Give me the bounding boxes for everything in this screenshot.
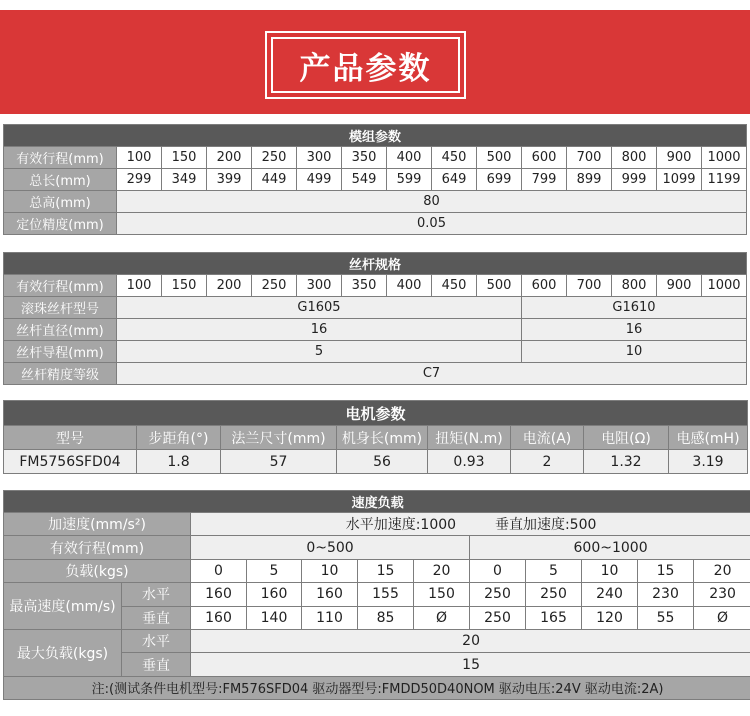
column-header: 扭矩(N.m) — [428, 426, 511, 450]
table-cell: 349 — [162, 169, 207, 191]
table-cell: 250 — [526, 583, 582, 606]
table-cell: 899 — [567, 169, 612, 191]
row-label: 总高(mm) — [4, 191, 117, 213]
v-accel: 垂直加速度:500 — [494, 517, 597, 534]
h-accel: 水平加速度:1000 — [345, 517, 457, 534]
table-cell: 5 — [526, 559, 582, 582]
table-cell: 900 — [657, 147, 702, 169]
column-header: 机身长(mm) — [337, 426, 428, 450]
table-cell: 160 — [191, 606, 247, 629]
table-row — [4, 319, 747, 341]
table-cell: 1.8 — [137, 450, 221, 474]
table-cell: 150 — [414, 583, 470, 606]
table-cell: 250 — [252, 275, 297, 297]
table-row — [4, 275, 747, 297]
motor-params-table — [3, 400, 748, 474]
table-cell: 1000 — [702, 147, 747, 169]
table-cell: 500 — [477, 147, 522, 169]
row-label: 最高速度(mm/s) — [4, 583, 122, 630]
table-cell: Ø — [414, 606, 470, 629]
table-cell: 10 — [302, 559, 358, 582]
section-header: 速度负载 — [4, 491, 750, 513]
table-cell: 3.19 — [669, 450, 748, 474]
table-row — [4, 583, 750, 606]
table-row — [4, 341, 747, 363]
table-cell: 700 — [567, 147, 612, 169]
row-label: 有效行程(mm) — [4, 536, 191, 559]
table-cell: 16 — [522, 319, 747, 341]
table-cell: 350 — [342, 147, 387, 169]
table-row — [4, 629, 750, 652]
table-cell: 800 — [612, 275, 657, 297]
table-cell: 100 — [117, 147, 162, 169]
table-cell: 499 — [297, 169, 342, 191]
table-cell: 450 — [432, 275, 477, 297]
table-cell: 150 — [162, 275, 207, 297]
table-cell: 600~1000 — [470, 536, 750, 559]
row-label: 丝杆直径(mm) — [4, 319, 117, 341]
table-cell: 800 — [612, 147, 657, 169]
test-condition-note: 注:(测试条件电机型号:FM576SFD04 驱动器型号:FMDD50D40NOM 驱动电压:24V 驱动电流:2A) — [4, 676, 750, 699]
row-label: 有效行程(mm) — [4, 275, 117, 297]
table-cell: 549 — [342, 169, 387, 191]
table-row — [4, 363, 747, 385]
table-cell: 299 — [117, 169, 162, 191]
column-header: 法兰尺寸(mm) — [221, 426, 337, 450]
table-cell: 20 — [694, 559, 750, 582]
table-cell: 160 — [302, 583, 358, 606]
section-header: 模组参数 — [4, 125, 747, 147]
table-cell: 1000 — [702, 275, 747, 297]
table-cell: FM5756SFD04 — [4, 450, 137, 474]
row-label: 负载(kgs) — [4, 559, 191, 582]
table-cell: 300 — [297, 275, 342, 297]
column-header: 步距角(°) — [137, 426, 221, 450]
table-cell: 1199 — [702, 169, 747, 191]
table-cell: 160 — [191, 583, 247, 606]
table-cell: 900 — [657, 275, 702, 297]
table-cell — [191, 513, 750, 536]
table-cell: 600 — [522, 275, 567, 297]
table-row — [4, 536, 750, 559]
table-cell: 2 — [511, 450, 584, 474]
table-cell: 20 — [191, 629, 750, 652]
table-cell: G1610 — [522, 297, 747, 319]
table-cell: 15 — [191, 653, 750, 676]
table-cell: 230 — [694, 583, 750, 606]
table-cell: 240 — [582, 583, 638, 606]
column-header: 电感(mH) — [669, 426, 748, 450]
screw-spec-table — [3, 252, 747, 385]
table-cell: 450 — [432, 147, 477, 169]
table-cell: 80 — [117, 191, 747, 213]
table-cell: 155 — [358, 583, 414, 606]
table-cell: 110 — [302, 606, 358, 629]
table-row — [4, 450, 748, 474]
column-header: 电阻(Ω) — [584, 426, 669, 450]
table-cell: 160 — [247, 583, 302, 606]
row-label: 最大负载(kgs) — [4, 629, 122, 676]
table-cell: 300 — [297, 147, 342, 169]
table-cell: 5 — [117, 341, 522, 363]
table-row — [4, 297, 747, 319]
row-sublabel: 水平 — [122, 629, 191, 652]
table-row — [4, 213, 747, 235]
table-cell: 100 — [117, 275, 162, 297]
table-cell: 56 — [337, 450, 428, 474]
table-cell: 250 — [470, 606, 526, 629]
table-cell: 400 — [387, 147, 432, 169]
table-cell: 0 — [191, 559, 247, 582]
table-cell: Ø — [694, 606, 750, 629]
table-cell: 250 — [252, 147, 297, 169]
table-cell: 250 — [470, 583, 526, 606]
table-cell: 0 — [470, 559, 526, 582]
table-cell: 230 — [638, 583, 694, 606]
row-label: 丝杆精度等级 — [4, 363, 117, 385]
table-cell: 1.32 — [584, 450, 669, 474]
table-cell: 15 — [638, 559, 694, 582]
table-cell: 0~500 — [191, 536, 470, 559]
title-frame — [265, 31, 466, 99]
table-cell: G1605 — [117, 297, 522, 319]
table-cell: 200 — [207, 275, 252, 297]
table-cell: 20 — [414, 559, 470, 582]
row-sublabel: 垂直 — [122, 606, 191, 629]
table-cell: 449 — [252, 169, 297, 191]
row-label: 定位精度(mm) — [4, 213, 117, 235]
module-params-table — [3, 124, 747, 235]
table-cell: 16 — [117, 319, 522, 341]
row-label: 滚珠丝杆型号 — [4, 297, 117, 319]
table-cell: 140 — [247, 606, 302, 629]
title-banner — [0, 10, 750, 114]
table-cell: 10 — [582, 559, 638, 582]
table-cell: 999 — [612, 169, 657, 191]
table-row — [4, 426, 748, 450]
row-sublabel: 水平 — [122, 583, 191, 606]
table-row — [4, 191, 747, 213]
row-label: 丝杆导程(mm) — [4, 341, 117, 363]
row-label — [4, 513, 191, 536]
table-cell: 150 — [162, 147, 207, 169]
section-header: 电机参数 — [4, 401, 748, 426]
table-cell: 200 — [207, 147, 252, 169]
section-header: 丝杆规格 — [4, 253, 747, 275]
table-cell: 600 — [522, 147, 567, 169]
row-label: 总长(mm) — [4, 169, 117, 191]
table-cell: 799 — [522, 169, 567, 191]
table-cell: 55 — [638, 606, 694, 629]
column-header: 电流(A) — [511, 426, 584, 450]
accel-label: 加速度(mm/s²) — [48, 517, 146, 534]
table-row — [4, 169, 747, 191]
page-title: 产品参数 — [299, 50, 432, 87]
column-header: 型号 — [4, 426, 137, 450]
table-cell: 10 — [522, 341, 747, 363]
table-cell: 57 — [221, 450, 337, 474]
row-sublabel: 垂直 — [122, 653, 191, 676]
table-cell: 5 — [247, 559, 302, 582]
table-cell: 15 — [358, 559, 414, 582]
table-cell: 85 — [358, 606, 414, 629]
row-label: 有效行程(mm) — [4, 147, 117, 169]
table-cell: 699 — [477, 169, 522, 191]
table-cell: 1099 — [657, 169, 702, 191]
table-cell: 399 — [207, 169, 252, 191]
table-cell: 500 — [477, 275, 522, 297]
speed-load-table — [3, 490, 750, 700]
table-cell: 165 — [526, 606, 582, 629]
table-row — [4, 513, 750, 536]
table-cell: 350 — [342, 275, 387, 297]
table-row — [4, 147, 747, 169]
table-cell: 700 — [567, 275, 612, 297]
table-cell: 649 — [432, 169, 477, 191]
table-row — [4, 676, 750, 699]
table-cell: 599 — [387, 169, 432, 191]
table-cell: 120 — [582, 606, 638, 629]
table-cell: 0.93 — [428, 450, 511, 474]
table-cell: 400 — [387, 275, 432, 297]
table-row — [4, 559, 750, 582]
table-cell: 0.05 — [117, 213, 747, 235]
table-cell: C7 — [117, 363, 747, 385]
